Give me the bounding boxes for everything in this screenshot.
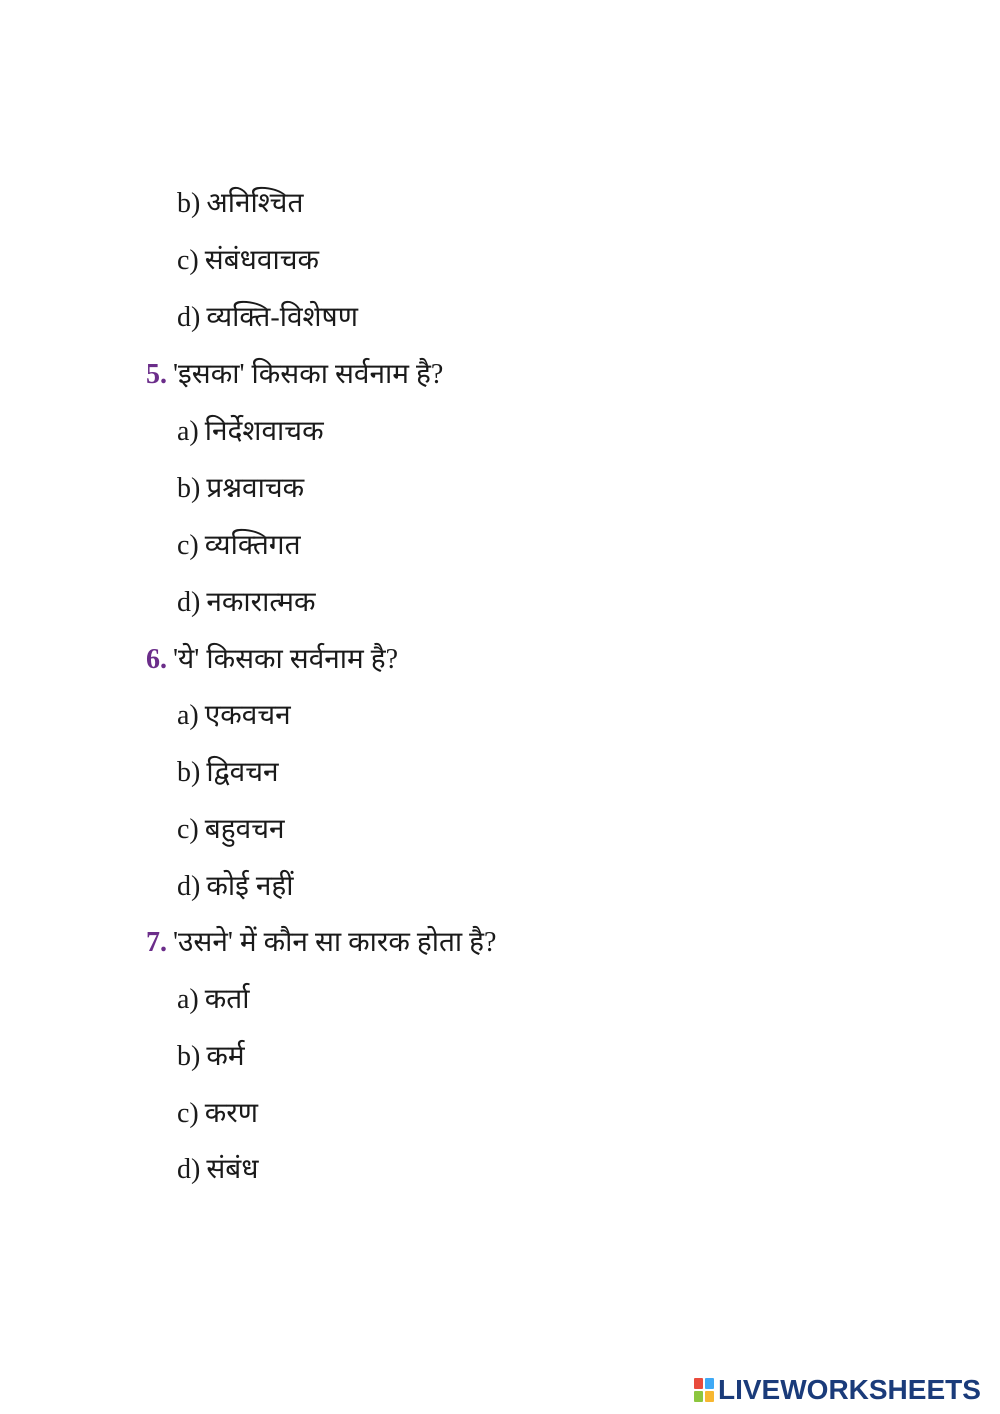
option-line[interactable] bbox=[177, 243, 319, 279]
option-letter: d) bbox=[177, 1154, 201, 1185]
option-line[interactable] bbox=[177, 982, 249, 1018]
option-text: कर्ता bbox=[204, 984, 250, 1015]
option-text: अनिश्चित bbox=[206, 188, 304, 219]
option-text: नकारात्मक bbox=[206, 587, 316, 618]
option-text: व्यक्ति-विशेषण bbox=[206, 302, 358, 333]
option-line[interactable] bbox=[177, 414, 324, 450]
option-letter: a) bbox=[177, 984, 199, 1015]
option-letter: b) bbox=[177, 757, 201, 788]
option-line[interactable] bbox=[177, 812, 285, 848]
option-line[interactable] bbox=[177, 698, 291, 734]
question-text: 'उसने' में कौन सा कारक होता है? bbox=[173, 927, 497, 958]
option-letter: b) bbox=[177, 188, 201, 219]
option-letter: c) bbox=[177, 245, 199, 276]
option-letter: d) bbox=[177, 871, 201, 902]
option-text: करण bbox=[204, 1098, 258, 1129]
option-text: कोई नहीं bbox=[206, 871, 294, 902]
question-number: 5. bbox=[146, 359, 167, 390]
option-letter: b) bbox=[177, 1041, 201, 1072]
option-text: एकवचन bbox=[204, 700, 291, 731]
option-line[interactable] bbox=[177, 300, 358, 336]
option-text: संबंधवाचक bbox=[204, 245, 320, 276]
question-text: 'ये' किसका सर्वनाम है? bbox=[173, 644, 399, 675]
option-line[interactable] bbox=[177, 528, 301, 564]
option-line[interactable] bbox=[177, 1152, 258, 1188]
question-6 bbox=[146, 642, 398, 678]
option-letter: d) bbox=[177, 587, 201, 618]
option-line[interactable] bbox=[177, 186, 303, 222]
option-text: कर्म bbox=[206, 1041, 245, 1072]
option-line[interactable] bbox=[177, 869, 294, 905]
option-text: निर्देशवाचक bbox=[204, 416, 324, 447]
option-text: प्रश्नवाचक bbox=[206, 473, 305, 504]
question-text: 'इसका' किसका सर्वनाम है? bbox=[173, 359, 444, 390]
option-letter: a) bbox=[177, 700, 199, 731]
option-text: संबंध bbox=[206, 1154, 259, 1185]
liveworksheets-brand[interactable] bbox=[694, 1374, 981, 1406]
brand-name: LIVEWORKSHEETS bbox=[718, 1374, 981, 1405]
option-line[interactable] bbox=[177, 585, 315, 621]
option-letter: c) bbox=[177, 530, 199, 561]
option-line[interactable] bbox=[177, 1096, 258, 1132]
option-letter: b) bbox=[177, 473, 201, 504]
option-letter: d) bbox=[177, 302, 201, 333]
option-line[interactable] bbox=[177, 1039, 245, 1075]
option-letter: c) bbox=[177, 1098, 199, 1129]
option-text: व्यक्तिगत bbox=[204, 530, 301, 561]
option-line[interactable] bbox=[177, 471, 304, 507]
option-letter: a) bbox=[177, 416, 199, 447]
option-line[interactable] bbox=[177, 755, 279, 791]
question-5 bbox=[146, 357, 443, 393]
option-text: बहुवचन bbox=[204, 814, 285, 845]
question-7 bbox=[146, 925, 496, 961]
option-text: द्विवचन bbox=[206, 757, 279, 788]
liveworksheets-logo-icon bbox=[694, 1378, 714, 1402]
question-number: 7. bbox=[146, 927, 167, 958]
option-letter: c) bbox=[177, 814, 199, 845]
question-number: 6. bbox=[146, 644, 167, 675]
